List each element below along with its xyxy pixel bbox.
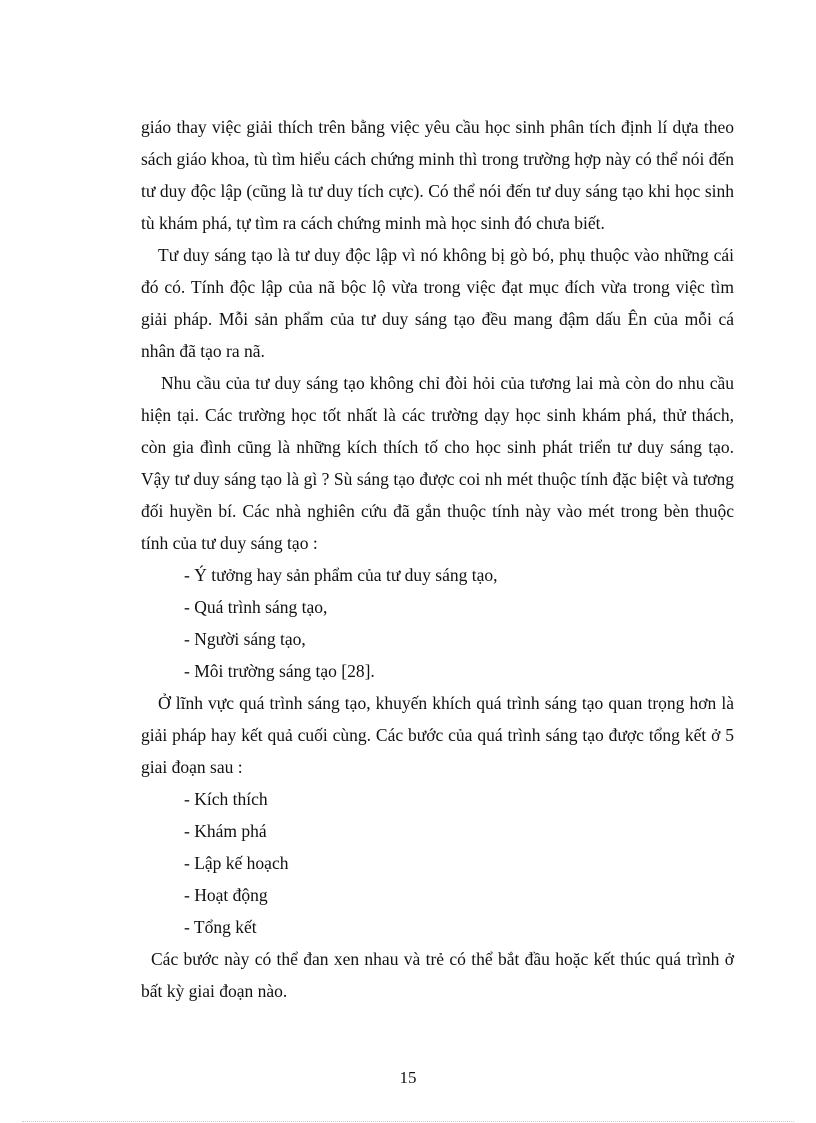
list-item: - Hoạt động [184,885,268,905]
list-item: - Tổng kết [184,917,257,937]
list-item: - Người sáng tạo, [184,629,306,649]
list-item: - Kích thích [184,789,268,809]
list-item: - Môi trường sáng tạo [28]. [184,661,375,681]
list-item: - Ý tưởng hay sản phẩm của tư duy sáng tạo, [184,565,498,585]
creativity-attributes-list [141,559,734,687]
body-text [141,111,734,1007]
paragraph-creative-needs: Nhu cầu của tư duy sáng tạo không chỉ đòi hỏi của tương lai mà còn do nhu cầu hiện tại. Các trường học tốt nhất là các trường dạy học sinh khám phá, thử thách, còn gia đình cũng là những kích thích tố cho học sinh phát triển tư duy sáng tạo. Vậy tư duy sáng tạo là gì ? Sù sáng tạo được coi nh mét thuộc tính đặc biệt và tương đối huyền bí. Các nhà nghiên cứu đã gắn thuộc tính này vào mét trong bèn thuộc tính của tư duy sáng tạo : [141,373,734,553]
list-item: - Lập kế hoạch [184,853,289,873]
page-number: 15 [399,1068,417,1087]
paragraph-continuation: giáo thay việc giải thích trên bằng việc yêu cầu học sinh phân tích định lí dựa theo sách giáo khoa, tù tìm hiểu cách chứng minh thì trong trường hợp này có thể nói đến tư duy độc lập (cũng là tư duy tích cực). Có thể nói đến tư duy sáng tạo khi học sinh tù khám phá, tự tìm ra cách chứng minh mà học sinh đó chưa biết. [141,117,734,233]
paragraph-conclusion: Các bước này có thể đan xen nhau và trẻ có thể bắt đầu hoặc kết thúc quá trình ở bất kỳ giai đoạn nào. [141,949,734,1001]
creative-stages-list [141,783,734,943]
list-item: - Khám phá [184,821,267,841]
list-item: - Quá trình sáng tạo, [184,597,328,617]
paragraph-creative-process: Ở lĩnh vực quá trình sáng tạo, khuyến khích quá trình sáng tạo quan trọng hơn là giải pháp hay kết quả cuối cùng. Các bước của quá trình sáng tạo được tổng kết ở 5 giai đoạn sau : [141,693,734,777]
paragraph-independent-thinking: Tư duy sáng tạo là tư duy độc lập vì nó không bị gò bó, phụ thuộc vào những cái đó có. Tính độc lập của nã bộc lộ vừa trong việc đạt mục đích vừa trong việc tìm giải pháp. Mỗi sản phẩm của tư duy sáng tạo đều mang đậm dấu Ên của mỗi cá nhân đã tạo ra nã. [141,245,734,361]
page-bottom-divider [22,1121,794,1122]
